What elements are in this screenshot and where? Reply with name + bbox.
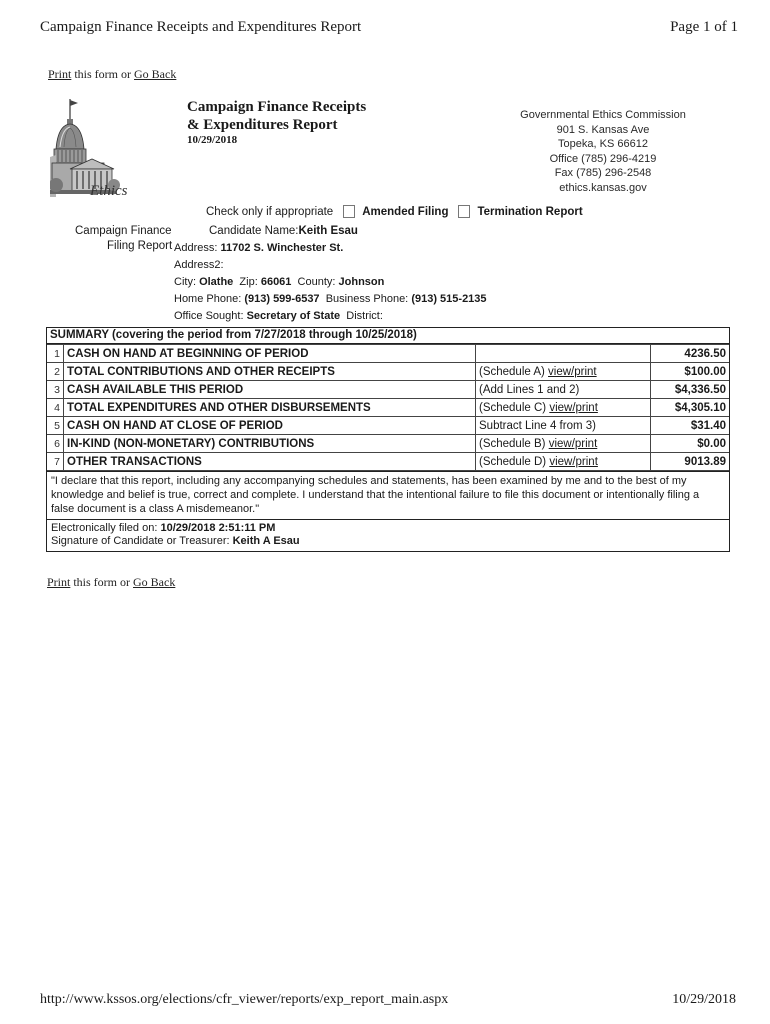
campaign-finance-label: Campaign Finance [75,225,172,237]
summary-line-amount: $4,305.10 [651,399,730,417]
agency-address-1: 901 S. Kansas Ave [556,123,650,136]
candidate-address-row [174,242,343,254]
summary-schedule-cell [476,381,651,399]
summary-row [47,399,729,417]
candidate-city-row [174,276,384,288]
print-header-title: Campaign Finance Receipts and Expenditures Report [40,19,362,35]
summary-line-description: IN-KIND (NON-MONETARY) CONTRIBUTIONS [64,435,476,453]
candidate-address2-row [174,259,224,271]
business-phone-label: Business Phone: [325,293,409,305]
candidate-office-row [174,310,383,322]
summary-schedule-cell [476,345,651,363]
signature-label: Signature of Candidate or Treasurer: [51,535,230,547]
candidate-home-phone: (913) 599-6537 [244,293,320,305]
go-back-link-bottom[interactable]: Go Back [133,575,176,589]
candidate-city: Olathe [199,276,234,288]
summary-row [47,345,729,363]
nav-links-top [48,67,176,82]
summary-row [47,381,729,399]
summary-line-amount: $31.40 [651,417,730,435]
summary-line-number: 3 [47,381,64,399]
summary-row [47,363,729,381]
agency-website: ethics.kansas.gov [559,181,647,194]
summary-line-description: CASH ON HAND AT BEGINNING OF PERIOD [64,345,476,363]
check-only-label: Check only if appropriate [206,205,334,218]
schedule-view-print-link[interactable]: view/print [549,401,598,414]
candidate-name: Keith Esau [298,225,358,237]
print-footer-date: 10/29/2018 [672,992,736,1007]
filing-report-label: Filing Report [107,240,173,252]
amended-filing-label: Amended Filing [362,205,449,218]
county-label: County: [297,276,336,288]
summary-line-number: 2 [47,363,64,381]
summary-table [47,344,729,471]
schedule-reference: (Schedule B) [479,437,549,450]
summary-schedule-cell [476,399,651,417]
address2-label: Address2: [174,259,224,271]
summary-line-description: CASH AVAILABLE THIS PERIOD [64,381,476,399]
summary-line-number: 1 [47,345,64,363]
agency-contact-block [498,108,708,195]
agency-name: Governmental Ethics Commission [520,109,686,121]
summary-header: SUMMARY (covering the period from 7/27/2018 through 10/25/2018) [47,328,729,344]
candidate-county: Johnson [338,276,385,288]
candidate-phone-row [174,293,487,305]
summary-line-description: OTHER TRANSACTIONS [64,453,476,471]
filed-timestamp: 10/29/2018 2:51:11 PM [160,522,276,534]
candidate-zip: 66061 [260,276,292,288]
summary-line-amount: 4236.50 [651,345,730,363]
summary-line-amount: $100.00 [651,363,730,381]
report-title-line-1: Campaign Finance Receipts [187,99,367,115]
summary-schedule-cell [476,453,651,471]
summary-line-description: CASH ON HAND AT CLOSE OF PERIOD [64,417,476,435]
summary-line-description: TOTAL CONTRIBUTIONS AND OTHER RECEIPTS [64,363,476,381]
signature-row [51,535,725,548]
agency-office-phone: Office (785) 296-4219 [549,152,657,165]
candidate-name-row [209,225,358,237]
summary-line-number: 7 [47,453,64,471]
city-label: City: [174,276,196,288]
agency-address-2: Topeka, KS 66612 [558,138,648,150]
capitol-dome-ethics-logo-icon [50,97,142,197]
summary-line-amount: 9013.89 [651,453,730,471]
filed-label: Electronically filed on: [51,522,158,534]
schedule-reference: (Schedule C) [479,401,550,414]
summary-line-amount: $0.00 [651,435,730,453]
schedule-view-print-link[interactable]: view/print [549,455,598,468]
schedule-reference: Subtract Line 4 from 3) [479,419,596,432]
nav-connector-text-bottom: this form or [73,575,131,589]
summary-line-number: 4 [47,399,64,417]
filing-signature-block [47,519,729,551]
schedule-reference: (Schedule D) [479,455,550,468]
termination-report-label: Termination Report [477,205,583,218]
declaration-text: "I declare that this report, including any accompanying schedules and statements, has been examined by me and to the best of my knowledge and belief is true, correct and complete. I understand that the intentional failure to file this document or intentionally filing a false document is a class A misdemeanor." [47,471,729,519]
summary-section [46,327,730,552]
print-link-bottom[interactable]: Print [47,575,71,589]
filed-row [51,522,725,535]
logo-ethics-text: Ethics [90,183,128,197]
candidate-address: 11702 S. Winchester St. [220,242,344,254]
termination-report-checkbox[interactable] [458,205,470,218]
home-phone-label: Home Phone: [174,293,242,305]
summary-line-number: 6 [47,435,64,453]
report-date: 10/29/2018 [187,134,238,146]
go-back-link[interactable]: Go Back [134,67,177,81]
schedule-reference: (Schedule A) [479,365,549,378]
nav-connector-text: this form or [74,67,132,81]
zip-label: Zip: [239,276,258,288]
summary-row [47,435,729,453]
schedule-view-print-link[interactable]: view/print [548,365,597,378]
summary-row [47,417,729,435]
candidate-office-sought: Secretary of State [246,310,341,322]
summary-schedule-cell [476,435,651,453]
summary-schedule-cell [476,363,651,381]
summary-line-description: TOTAL EXPENDITURES AND OTHER DISBURSEMENTS [64,399,476,417]
filing-type-row [206,205,583,218]
report-title-line-2: & Expenditures Report [187,117,338,133]
candidate-business-phone: (913) 515-2135 [411,293,487,305]
candidate-name-label: Candidate Name: [209,225,299,237]
amended-filing-checkbox[interactable] [343,205,355,218]
report-title [187,98,366,134]
print-footer-url: http://www.kssos.org/elections/cfr_viewer/reports/exp_report_main.aspx [40,992,449,1007]
schedule-reference: (Add Lines 1 and 2) [479,383,580,396]
summary-schedule-cell [476,417,651,435]
summary-line-number: 5 [47,417,64,435]
summary-row [47,453,729,471]
address-label: Address: [174,242,218,254]
summary-line-amount: $4,336.50 [651,381,730,399]
schedule-view-print-link[interactable]: view/print [548,437,598,450]
office-sought-label: Office Sought: [174,310,244,322]
nav-links-bottom [47,575,175,590]
district-label: District: [346,310,383,322]
print-link[interactable]: Print [48,67,72,81]
signature-value: Keith A Esau [232,535,300,547]
agency-fax: Fax (785) 296-2548 [554,167,652,179]
print-header-page-number: Page 1 of 1 [670,19,738,35]
ethics-commission-logo [50,97,142,197]
